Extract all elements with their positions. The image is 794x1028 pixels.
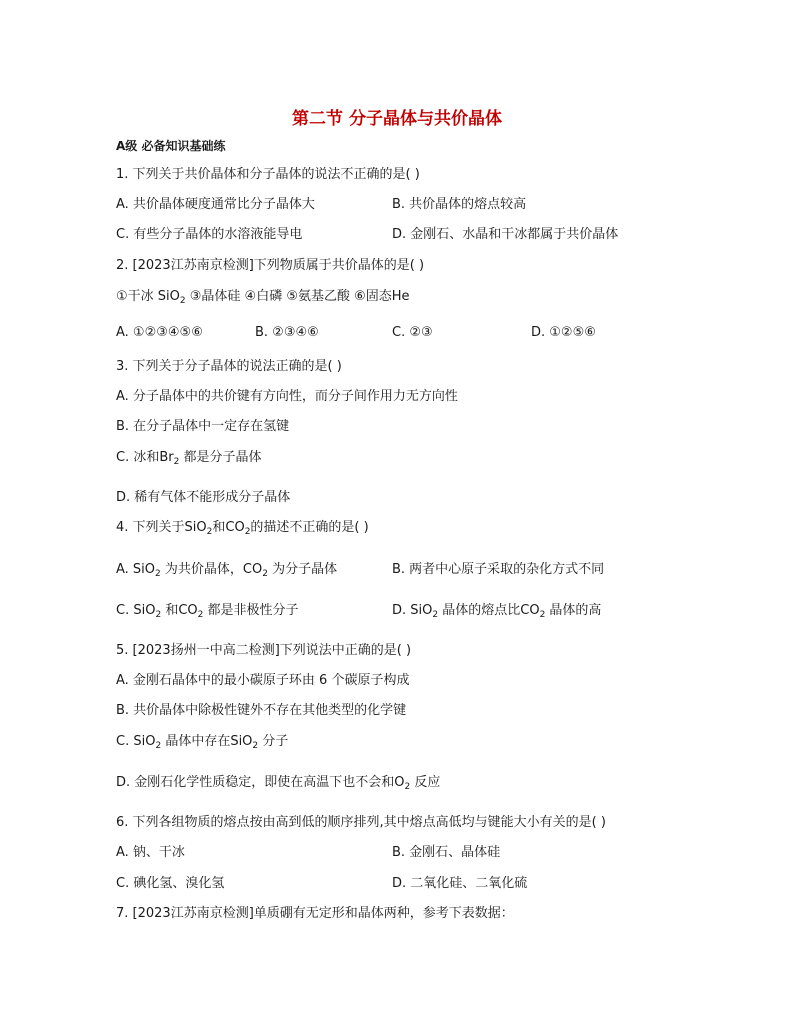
question-1-option-c: C. 有些分子晶体的水溶液能导电 (116, 227, 303, 242)
question-4-option-d: D. SiO$_2$ 晶体的熔点比$CO_2$ 晶体的高 (392, 603, 602, 620)
section-heading: A级 必备知识基础练 (116, 139, 226, 153)
question-6-option-c: C. 碘化氢、溴化氢 (116, 876, 225, 891)
question-2-option-c: C. ②③ (392, 325, 433, 340)
question-2-stem: 2. [2023江苏南京检测]下列物质属于共价晶体的是( ) (116, 258, 425, 273)
question-6-option-a: A. 钠、干冰 (116, 845, 185, 860)
question-5-option-b: B. 共价晶体中除极性键外不存在其他类型的化学键 (116, 703, 407, 718)
question-1-option-b: B. 共价晶体的熔点较高 (392, 197, 527, 212)
question-6-option-d: D. 二氧化硅、二氧化硫 (392, 876, 528, 891)
question-2-option-d: D. ①②⑤⑥ (531, 325, 596, 340)
question-4-option-a: A. SiO$_2$ 为共价晶体，$CO_2$ 为分子晶体 (116, 562, 338, 579)
question-3-option-d: D. 稀有气体不能形成分子晶体 (116, 490, 291, 505)
question-7-stem: 7. [2023江苏南京检测]单质硼有无定形和晶体两种，参考下表数据： (116, 906, 514, 921)
question-2-option-a: A. ①②③④⑤⑥ (116, 325, 203, 340)
question-5-stem: 5. [2023扬州一中高二检测]下列说法中正确的是( ) (116, 643, 412, 658)
question-6-stem: 6. 下列各组物质的熔点按由高到低的顺序排列,其中熔点高低均与键能大小有关的是( ) (116, 815, 606, 830)
question-3-option-a: A. 分子晶体中的共价键有方向性，而分子间作用力无方向性 (116, 389, 458, 404)
question-3-option-b: B. 在分子晶体中一定存在氢键 (116, 419, 290, 434)
page-title: 第二节 分子晶体与共价晶体 (292, 109, 502, 129)
question-5-option-a: A. 金刚石晶体中的最小碳原子环由 6 个碳原子构成 (116, 673, 410, 688)
question-3-option-c: C. 冰和$Br_2$ 都是分子晶体 (116, 450, 262, 467)
question-5-option-d: D. 金刚石化学性质稳定，即使在高温下也不会和$O_2$ 反应 (116, 775, 441, 792)
question-1-option-a: A. 共价晶体硬度通常比分子晶体大 (116, 197, 315, 212)
question-2-items: ①干冰 SiO$_2$ ③晶体硅 ④白磷 ⑤氨基乙酸 ⑥固态He (116, 289, 410, 306)
question-5-option-c: C. SiO$_2$ 晶体中存在SiO$_2$ 分子 (116, 734, 289, 751)
question-3-stem: 3. 下列关于分子晶体的说法正确的是( ) (116, 359, 342, 374)
question-4-option-b: B. 两者中心原子采取的杂化方式不同 (392, 562, 605, 577)
question-6-option-b: B. 金刚石、晶体硅 (392, 845, 501, 860)
question-1-option-d: D. 金刚石、水晶和干冰都属于共价晶体 (392, 227, 619, 242)
question-4-option-c: C. SiO$_2$ 和$CO_2$ 都是非极性分子 (116, 603, 299, 620)
question-1-stem: 1. 下列关于共价晶体和分子晶体的说法不正确的是( ) (116, 167, 420, 182)
question-2-option-b: B. ②③④⑥ (255, 325, 319, 340)
question-4-stem: 4. 下列关于SiO$_2$和$CO_2$的描述不正确的是( ) (116, 520, 369, 537)
